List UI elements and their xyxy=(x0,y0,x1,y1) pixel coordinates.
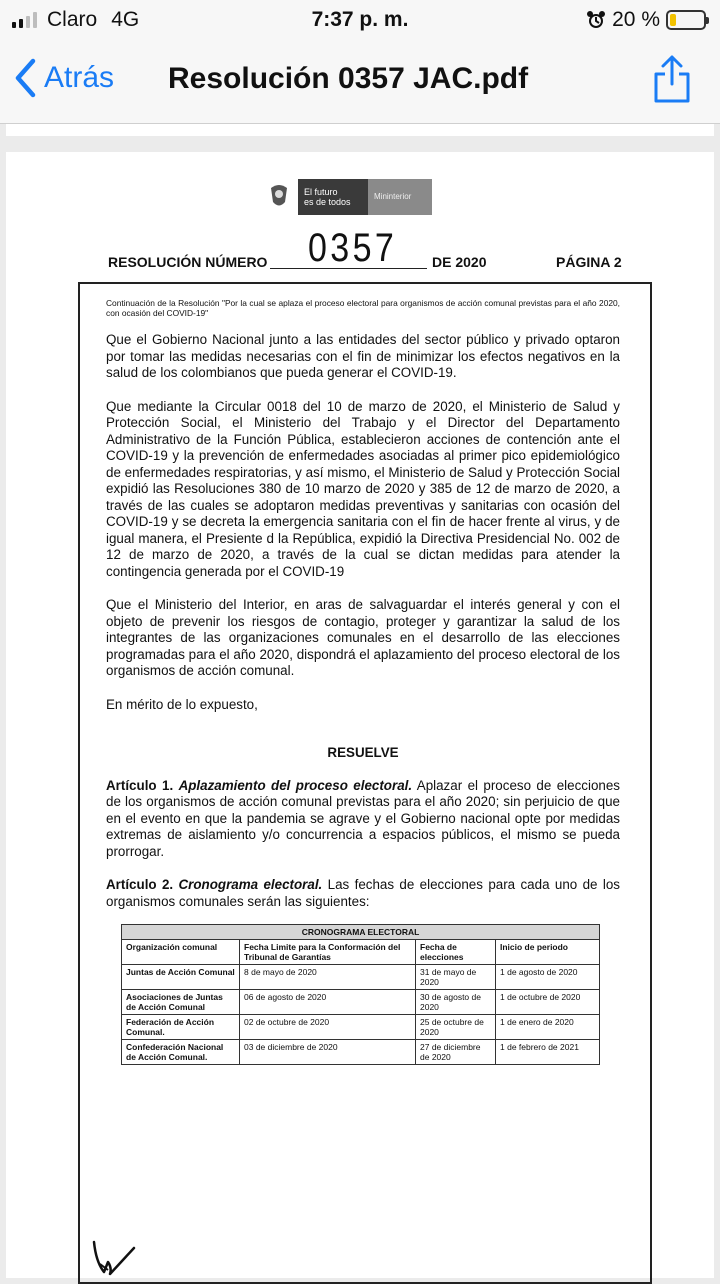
table-row xyxy=(122,1015,600,1040)
article-2 xyxy=(106,877,620,910)
logo-line2: es de todos xyxy=(304,197,351,207)
logo-ministry: Mininterior xyxy=(368,179,432,215)
document-title: Resolución 0357 JAC.pdf xyxy=(168,62,529,95)
table-cell: 8 de mayo de 2020 xyxy=(240,965,416,990)
status-bar xyxy=(0,0,720,40)
document-body xyxy=(106,298,620,1065)
share-icon xyxy=(652,54,692,104)
resuelve-heading: RESUELVE xyxy=(327,745,399,760)
table-cell: 1 de agosto de 2020 xyxy=(496,965,600,990)
table-cell: 31 de mayo de 2020 xyxy=(416,965,496,990)
table-header-row xyxy=(122,940,600,965)
document-frame xyxy=(78,282,652,1284)
table-cell: 02 de octubre de 2020 xyxy=(240,1015,416,1040)
table-cell: 30 de agosto de 2020 xyxy=(416,990,496,1015)
page-number: PÁGINA 2 xyxy=(556,254,622,270)
share-button[interactable] xyxy=(652,54,692,109)
table-cell: Asociaciones de Juntas de Acción Comunal xyxy=(122,990,240,1015)
table-cell: 25 de octubre de 2020 xyxy=(416,1015,496,1040)
table-cell: 1 de febrero de 2021 xyxy=(496,1040,600,1065)
table-cell: 06 de agosto de 2020 xyxy=(240,990,416,1015)
table-cell: 03 de diciembre de 2020 xyxy=(240,1040,416,1065)
table-cell: 27 de diciembre de 2020 xyxy=(416,1040,496,1065)
paragraph-3: Que el Ministerio del Interior, en aras de salvaguardar el interés general y con el objeto de prevenir los riesgos de contagio, proteger y garantizar la salud de los integrantes de las organizaciones comunales en el desarrollo de las elecciones programadas para el año 2020, dispondrá el aplazamiento del proceso electoral de los organismos de acción comunal. xyxy=(106,597,620,678)
table-cell: 1 de enero de 2020 xyxy=(496,1015,600,1040)
logo-line1: El futuro xyxy=(304,187,338,197)
article-2-text: Las fechas de elecciones para cada uno de los organismos comunales serán las siguientes: xyxy=(106,877,620,909)
chevron-left-icon xyxy=(14,58,36,98)
status-right xyxy=(586,8,706,32)
battery-icon xyxy=(666,10,706,30)
battery-percent: 20 % xyxy=(612,8,660,31)
network-label: 4G xyxy=(111,8,140,31)
clock: 7:37 p. m. xyxy=(311,8,409,31)
article-1-title: Aplazamiento del proceso electoral. xyxy=(178,777,413,793)
back-button[interactable] xyxy=(14,58,114,98)
previous-page-edge xyxy=(6,124,714,136)
carrier-label: Claro xyxy=(47,8,98,31)
table-caption: CRONOGRAMA ELECTORAL xyxy=(122,925,600,940)
article-1 xyxy=(106,778,620,861)
paragraph-4: En mérito de lo expuesto, xyxy=(106,696,258,712)
resolution-number: 0357 xyxy=(308,226,398,270)
table-cell: Confederación Nacional de Acción Comunal. xyxy=(122,1040,240,1065)
article-1-text: Aplazar el proceso de elecciones de los organismos de acción comunal previstas para el año 2020; sin perjuicio de que en el evento en que la pandemia se agrave y el Gobierno nacional opte por medidas extremas de aislamiento y/o concurrencia a espacios públicos, el mismo se pueda prorrogar. xyxy=(106,777,621,859)
article-2-label: Artículo 2. xyxy=(106,877,174,892)
article-2-title: Cronograma electoral. xyxy=(178,877,323,892)
alarm-icon xyxy=(586,10,606,30)
continuation-note: Continuación de la Resolución "Por la cual se aplaza el proceso electoral para organismos de acción comunal previstas para el año 2020, con ocasión del COVID-19" xyxy=(106,298,620,318)
table-header: Fecha de elecciones xyxy=(416,940,496,965)
table-row xyxy=(122,1040,600,1065)
paragraph-2: Que mediante la Circular 0018 del 10 de marzo de 2020, el Ministerio de Salud y Protección Social, el Ministerio del Trabajo y el Director del Departamento Administrativo de la Función Pública, establecieron acciones de contención ante el COVID-19 y la prevención de enfermedades asociadas al primer pico epidemiológico de enfermedades respiratorias, y así mismo, el Ministerio de Salud y Protección Social expidió las Resoluciones 380 de 10 marzo de 2020 y 385 de 12 de marzo de 2020, a través de las cuales se adoptaron medidas preventivas y sanitarias con ocasión del COVID-19 y se decreta la emergencia sanitaria con el fin de hacer frente al virus, y de igual manera, el Presiente d la República, expidió la Directiva Presidencial No. 002 de 12 de marzo de 2020, a través de la cual se dictan medidas para atender la contingencia generada por el COVID-19 xyxy=(106,398,620,579)
back-label: Atrás xyxy=(44,61,115,94)
table-cell: Federación de Acción Comunal. xyxy=(122,1015,240,1040)
table-header: Fecha Limite para la Conformación del Tribunal de Garantías xyxy=(240,940,416,965)
paragraph-1: Que el Gobierno Nacional junto a las entidades del sector público y privado optaron por tomar las medidas necesarias con el fin de minimizar los efectos negativos en la salud de los colombianos que pueda generar el COVID-19. xyxy=(106,332,620,380)
ministry-logo xyxy=(268,179,432,215)
article-1-label: Artículo 1. xyxy=(106,777,174,793)
table-header: Organización comunal xyxy=(122,940,240,965)
table-header: Inicio de periodo xyxy=(496,940,600,965)
table-cell: Juntas de Acción Comunal xyxy=(122,965,240,990)
table-row xyxy=(122,965,600,990)
signature-mark xyxy=(90,1234,136,1278)
table-cell: 1 de octubre de 2020 xyxy=(496,990,600,1015)
battery-fill xyxy=(670,14,676,26)
resolution-year: DE 2020 xyxy=(432,254,487,270)
resolution-header xyxy=(108,226,628,276)
nav-bar xyxy=(0,40,720,124)
resolution-label: RESOLUCIÓN NÚMERO xyxy=(108,254,268,270)
logo-tagline xyxy=(298,179,368,215)
table-row xyxy=(122,990,600,1015)
electoral-schedule-table xyxy=(121,924,600,1065)
coat-of-arms-icon xyxy=(268,184,290,210)
pdf-page[interactable] xyxy=(6,152,714,1278)
